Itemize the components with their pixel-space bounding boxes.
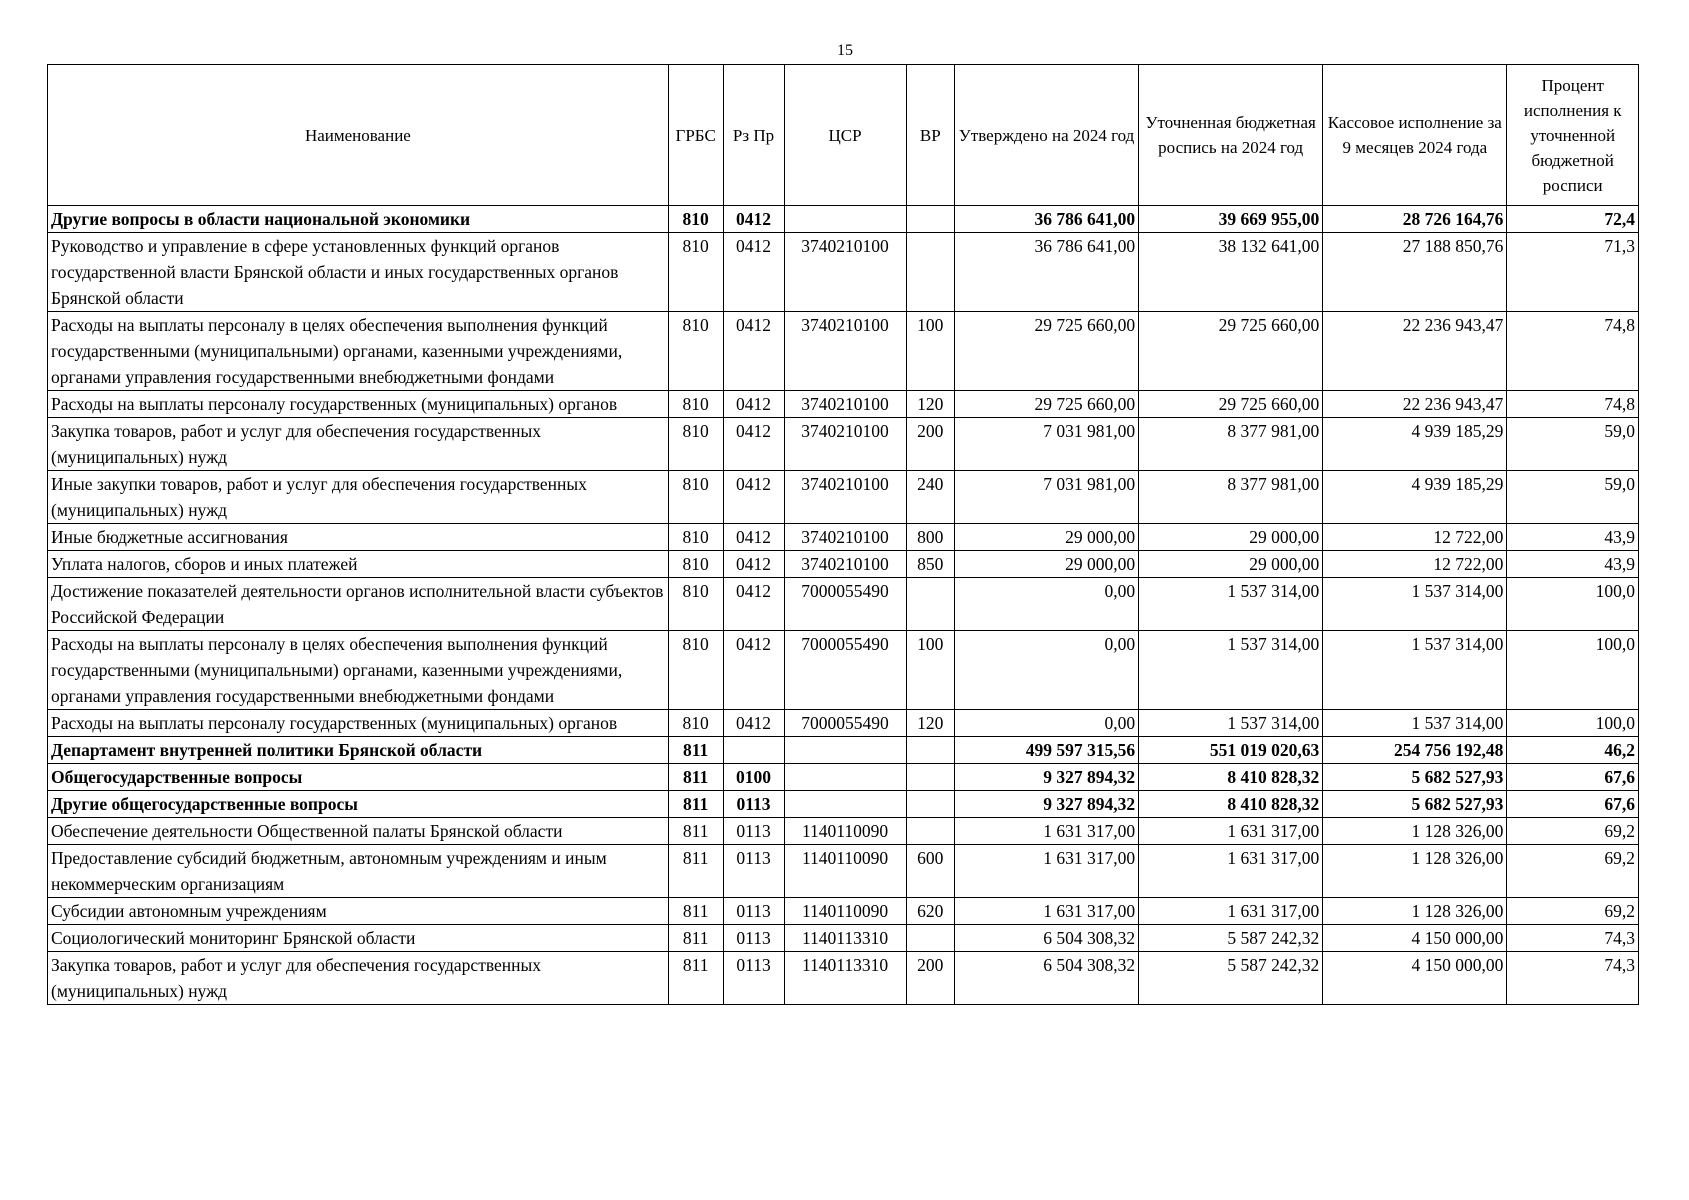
row-refined-cell: 1 631 317,00 [1139, 818, 1323, 845]
row-vr-cell [906, 233, 954, 312]
row-csr-cell [784, 764, 906, 791]
row-rzpr-cell: 0412 [723, 391, 784, 418]
row-cash-cell: 1 128 326,00 [1323, 898, 1507, 925]
table-row [48, 471, 1639, 524]
row-vr-cell: 200 [906, 952, 954, 1005]
row-percent-cell: 74,8 [1507, 391, 1639, 418]
row-grbs-cell: 811 [668, 952, 723, 1005]
row-name-cell: Общегосударственные вопросы [48, 764, 669, 791]
header-cash: Кассовое исполнение за 9 месяцев 2024 года [1323, 65, 1507, 206]
row-name-cell: Иные бюджетные ассигнования [48, 524, 669, 551]
row-grbs-cell: 811 [668, 737, 723, 764]
row-csr-cell: 3740210100 [784, 233, 906, 312]
row-vr-cell [906, 737, 954, 764]
row-grbs-cell: 810 [668, 312, 723, 391]
row-percent-cell: 59,0 [1507, 471, 1639, 524]
row-percent-cell: 69,2 [1507, 818, 1639, 845]
row-approved-cell: 9 327 894,32 [954, 791, 1138, 818]
row-refined-cell: 29 000,00 [1139, 524, 1323, 551]
row-approved-cell: 29 725 660,00 [954, 391, 1138, 418]
row-approved-cell: 6 504 308,32 [954, 952, 1138, 1005]
row-approved-cell: 7 031 981,00 [954, 418, 1138, 471]
table-row [48, 710, 1639, 737]
row-vr-cell: 800 [906, 524, 954, 551]
row-refined-cell: 1 537 314,00 [1139, 631, 1323, 710]
row-approved-cell: 0,00 [954, 710, 1138, 737]
row-cash-cell: 4 939 185,29 [1323, 418, 1507, 471]
row-refined-cell: 5 587 242,32 [1139, 952, 1323, 1005]
row-vr-cell: 100 [906, 312, 954, 391]
row-rzpr-cell: 0412 [723, 206, 784, 233]
row-percent-cell: 43,9 [1507, 551, 1639, 578]
table-row [48, 818, 1639, 845]
row-vr-cell: 100 [906, 631, 954, 710]
row-rzpr-cell [723, 737, 784, 764]
table-row [48, 737, 1639, 764]
row-percent-cell: 72,4 [1507, 206, 1639, 233]
row-csr-cell: 1140110090 [784, 898, 906, 925]
row-name-cell: Предоставление субсидий бюджетным, автономным учреждениям и иным некоммерческим организациям [48, 845, 669, 898]
row-grbs-cell: 810 [668, 631, 723, 710]
row-refined-cell: 1 631 317,00 [1139, 898, 1323, 925]
row-name-cell: Уплата налогов, сборов и иных платежей [48, 551, 669, 578]
row-cash-cell: 1 128 326,00 [1323, 818, 1507, 845]
row-vr-cell [906, 925, 954, 952]
row-percent-cell: 43,9 [1507, 524, 1639, 551]
row-grbs-cell: 810 [668, 206, 723, 233]
row-approved-cell: 0,00 [954, 631, 1138, 710]
table-row [48, 898, 1639, 925]
row-approved-cell: 29 000,00 [954, 524, 1138, 551]
row-approved-cell: 499 597 315,56 [954, 737, 1138, 764]
row-rzpr-cell: 0412 [723, 631, 784, 710]
row-name-cell: Другие общегосударственные вопросы [48, 791, 669, 818]
header-approved: Утверждено на 2024 год [954, 65, 1138, 206]
row-refined-cell: 551 019 020,63 [1139, 737, 1323, 764]
row-name-cell: Закупка товаров, работ и услуг для обеспечения государственных (муниципальных) нужд [48, 418, 669, 471]
header-percent: Процент исполнения к уточненной бюджетной росписи [1507, 65, 1639, 206]
row-percent-cell: 74,8 [1507, 312, 1639, 391]
row-cash-cell: 12 722,00 [1323, 524, 1507, 551]
row-refined-cell: 39 669 955,00 [1139, 206, 1323, 233]
table-row [48, 764, 1639, 791]
row-vr-cell: 850 [906, 551, 954, 578]
row-grbs-cell: 810 [668, 471, 723, 524]
row-csr-cell [784, 737, 906, 764]
row-grbs-cell: 810 [668, 551, 723, 578]
row-rzpr-cell: 0412 [723, 312, 784, 391]
row-csr-cell: 3740210100 [784, 471, 906, 524]
row-csr-cell: 1140113310 [784, 952, 906, 1005]
row-csr-cell: 3740210100 [784, 524, 906, 551]
row-percent-cell: 46,2 [1507, 737, 1639, 764]
row-vr-cell: 200 [906, 418, 954, 471]
row-name-cell: Другие вопросы в области национальной экономики [48, 206, 669, 233]
row-approved-cell: 29 725 660,00 [954, 312, 1138, 391]
row-refined-cell: 8 410 828,32 [1139, 791, 1323, 818]
header-name: Наименование [48, 65, 669, 206]
row-refined-cell: 38 132 641,00 [1139, 233, 1323, 312]
row-approved-cell: 0,00 [954, 578, 1138, 631]
row-name-cell: Расходы на выплаты персоналу в целях обеспечения выполнения функций государственными (муниципальными) органами, казенными учреждениями, органами управления государственными внебюджетными фондами [48, 631, 669, 710]
row-name-cell: Закупка товаров, работ и услуг для обеспечения государственных (муниципальных) нужд [48, 952, 669, 1005]
row-percent-cell: 100,0 [1507, 710, 1639, 737]
row-rzpr-cell: 0113 [723, 845, 784, 898]
row-name-cell: Социологический мониторинг Брянской области [48, 925, 669, 952]
row-rzpr-cell: 0412 [723, 233, 784, 312]
row-vr-cell [906, 818, 954, 845]
row-name-cell: Расходы на выплаты персоналу государственных (муниципальных) органов [48, 710, 669, 737]
table-row [48, 312, 1639, 391]
row-vr-cell [906, 764, 954, 791]
table-row [48, 524, 1639, 551]
row-rzpr-cell: 0412 [723, 710, 784, 737]
row-approved-cell: 1 631 317,00 [954, 898, 1138, 925]
row-percent-cell: 69,2 [1507, 898, 1639, 925]
row-approved-cell: 36 786 641,00 [954, 206, 1138, 233]
row-csr-cell: 3740210100 [784, 418, 906, 471]
row-vr-cell [906, 578, 954, 631]
row-rzpr-cell: 0412 [723, 471, 784, 524]
row-refined-cell: 1 537 314,00 [1139, 578, 1323, 631]
row-refined-cell: 29 000,00 [1139, 551, 1323, 578]
row-csr-cell: 7000055490 [784, 578, 906, 631]
table-row [48, 418, 1639, 471]
row-grbs-cell: 810 [668, 391, 723, 418]
row-csr-cell: 1140110090 [784, 845, 906, 898]
row-vr-cell: 620 [906, 898, 954, 925]
row-name-cell: Расходы на выплаты персоналу в целях обеспечения выполнения функций государственными (муниципальными) органами, казенными учреждениями, органами управления государственными внебюджетными фондами [48, 312, 669, 391]
row-csr-cell [784, 206, 906, 233]
row-name-cell: Департамент внутренней политики Брянской области [48, 737, 669, 764]
row-percent-cell: 100,0 [1507, 578, 1639, 631]
row-cash-cell: 12 722,00 [1323, 551, 1507, 578]
table-row [48, 631, 1639, 710]
row-rzpr-cell: 0113 [723, 791, 784, 818]
row-cash-cell: 22 236 943,47 [1323, 312, 1507, 391]
row-percent-cell: 67,6 [1507, 764, 1639, 791]
row-percent-cell: 74,3 [1507, 925, 1639, 952]
row-refined-cell: 1 537 314,00 [1139, 710, 1323, 737]
table-row [48, 925, 1639, 952]
row-csr-cell: 3740210100 [784, 391, 906, 418]
row-csr-cell: 1140110090 [784, 818, 906, 845]
row-vr-cell: 600 [906, 845, 954, 898]
row-vr-cell [906, 791, 954, 818]
row-grbs-cell: 810 [668, 578, 723, 631]
row-csr-cell [784, 791, 906, 818]
table-row [48, 551, 1639, 578]
row-cash-cell: 28 726 164,76 [1323, 206, 1507, 233]
row-grbs-cell: 811 [668, 764, 723, 791]
row-grbs-cell: 810 [668, 233, 723, 312]
table-header-row [48, 65, 1639, 206]
row-approved-cell: 7 031 981,00 [954, 471, 1138, 524]
row-cash-cell: 254 756 192,48 [1323, 737, 1507, 764]
row-refined-cell: 8 377 981,00 [1139, 471, 1323, 524]
row-rzpr-cell: 0113 [723, 952, 784, 1005]
row-grbs-cell: 810 [668, 710, 723, 737]
row-csr-cell: 7000055490 [784, 710, 906, 737]
row-cash-cell: 5 682 527,93 [1323, 791, 1507, 818]
row-grbs-cell: 811 [668, 791, 723, 818]
budget-table [47, 64, 1639, 1005]
page-number: 15 [837, 42, 853, 59]
row-percent-cell: 100,0 [1507, 631, 1639, 710]
row-cash-cell: 5 682 527,93 [1323, 764, 1507, 791]
table-row [48, 952, 1639, 1005]
table-body [48, 206, 1639, 1005]
row-csr-cell: 3740210100 [784, 312, 906, 391]
row-cash-cell: 4 150 000,00 [1323, 952, 1507, 1005]
row-cash-cell: 1 128 326,00 [1323, 845, 1507, 898]
row-cash-cell: 27 188 850,76 [1323, 233, 1507, 312]
row-vr-cell: 120 [906, 391, 954, 418]
row-rzpr-cell: 0100 [723, 764, 784, 791]
row-approved-cell: 9 327 894,32 [954, 764, 1138, 791]
row-rzpr-cell: 0412 [723, 524, 784, 551]
table-row [48, 206, 1639, 233]
row-grbs-cell: 811 [668, 925, 723, 952]
header-csr: ЦСР [784, 65, 906, 206]
row-percent-cell: 59,0 [1507, 418, 1639, 471]
row-csr-cell: 1140113310 [784, 925, 906, 952]
table-row [48, 791, 1639, 818]
header-refined: Уточненная бюджетная роспись на 2024 год [1139, 65, 1323, 206]
row-rzpr-cell: 0113 [723, 818, 784, 845]
row-approved-cell: 1 631 317,00 [954, 818, 1138, 845]
row-grbs-cell: 811 [668, 845, 723, 898]
row-cash-cell: 1 537 314,00 [1323, 631, 1507, 710]
row-grbs-cell: 811 [668, 818, 723, 845]
row-name-cell: Обеспечение деятельности Общественной палаты Брянской области [48, 818, 669, 845]
row-vr-cell: 120 [906, 710, 954, 737]
row-percent-cell: 74,3 [1507, 952, 1639, 1005]
row-rzpr-cell: 0412 [723, 578, 784, 631]
row-name-cell: Руководство и управление в сфере установленных функций органов государственной власти Брянской области и иных государственных органов Брянской области [48, 233, 669, 312]
row-approved-cell: 1 631 317,00 [954, 845, 1138, 898]
row-cash-cell: 22 236 943,47 [1323, 391, 1507, 418]
row-refined-cell: 29 725 660,00 [1139, 391, 1323, 418]
row-name-cell: Расходы на выплаты персоналу государственных (муниципальных) органов [48, 391, 669, 418]
row-name-cell: Иные закупки товаров, работ и услуг для обеспечения государственных (муниципальных) нужд [48, 471, 669, 524]
row-percent-cell: 69,2 [1507, 845, 1639, 898]
row-csr-cell: 7000055490 [784, 631, 906, 710]
row-rzpr-cell: 0412 [723, 551, 784, 578]
row-cash-cell: 4 150 000,00 [1323, 925, 1507, 952]
row-cash-cell: 1 537 314,00 [1323, 710, 1507, 737]
header-grbs: ГРБС [668, 65, 723, 206]
table-row [48, 391, 1639, 418]
row-percent-cell: 67,6 [1507, 791, 1639, 818]
row-refined-cell: 29 725 660,00 [1139, 312, 1323, 391]
row-refined-cell: 1 631 317,00 [1139, 845, 1323, 898]
row-cash-cell: 1 537 314,00 [1323, 578, 1507, 631]
table-row [48, 578, 1639, 631]
row-name-cell: Достижение показателей деятельности органов исполнительной власти субъектов Российской Федерации [48, 578, 669, 631]
header-vr: ВР [906, 65, 954, 206]
table-row [48, 233, 1639, 312]
row-name-cell: Субсидии автономным учреждениям [48, 898, 669, 925]
row-approved-cell: 29 000,00 [954, 551, 1138, 578]
row-vr-cell [906, 206, 954, 233]
row-refined-cell: 8 377 981,00 [1139, 418, 1323, 471]
row-refined-cell: 5 587 242,32 [1139, 925, 1323, 952]
row-grbs-cell: 810 [668, 418, 723, 471]
row-approved-cell: 36 786 641,00 [954, 233, 1138, 312]
row-cash-cell: 4 939 185,29 [1323, 471, 1507, 524]
header-rzpr: Рз Пр [723, 65, 784, 206]
row-rzpr-cell: 0113 [723, 925, 784, 952]
row-grbs-cell: 810 [668, 524, 723, 551]
row-rzpr-cell: 0113 [723, 898, 784, 925]
row-csr-cell: 3740210100 [784, 551, 906, 578]
row-refined-cell: 8 410 828,32 [1139, 764, 1323, 791]
row-vr-cell: 240 [906, 471, 954, 524]
row-percent-cell: 71,3 [1507, 233, 1639, 312]
table-row [48, 845, 1639, 898]
row-grbs-cell: 811 [668, 898, 723, 925]
row-approved-cell: 6 504 308,32 [954, 925, 1138, 952]
row-rzpr-cell: 0412 [723, 418, 784, 471]
